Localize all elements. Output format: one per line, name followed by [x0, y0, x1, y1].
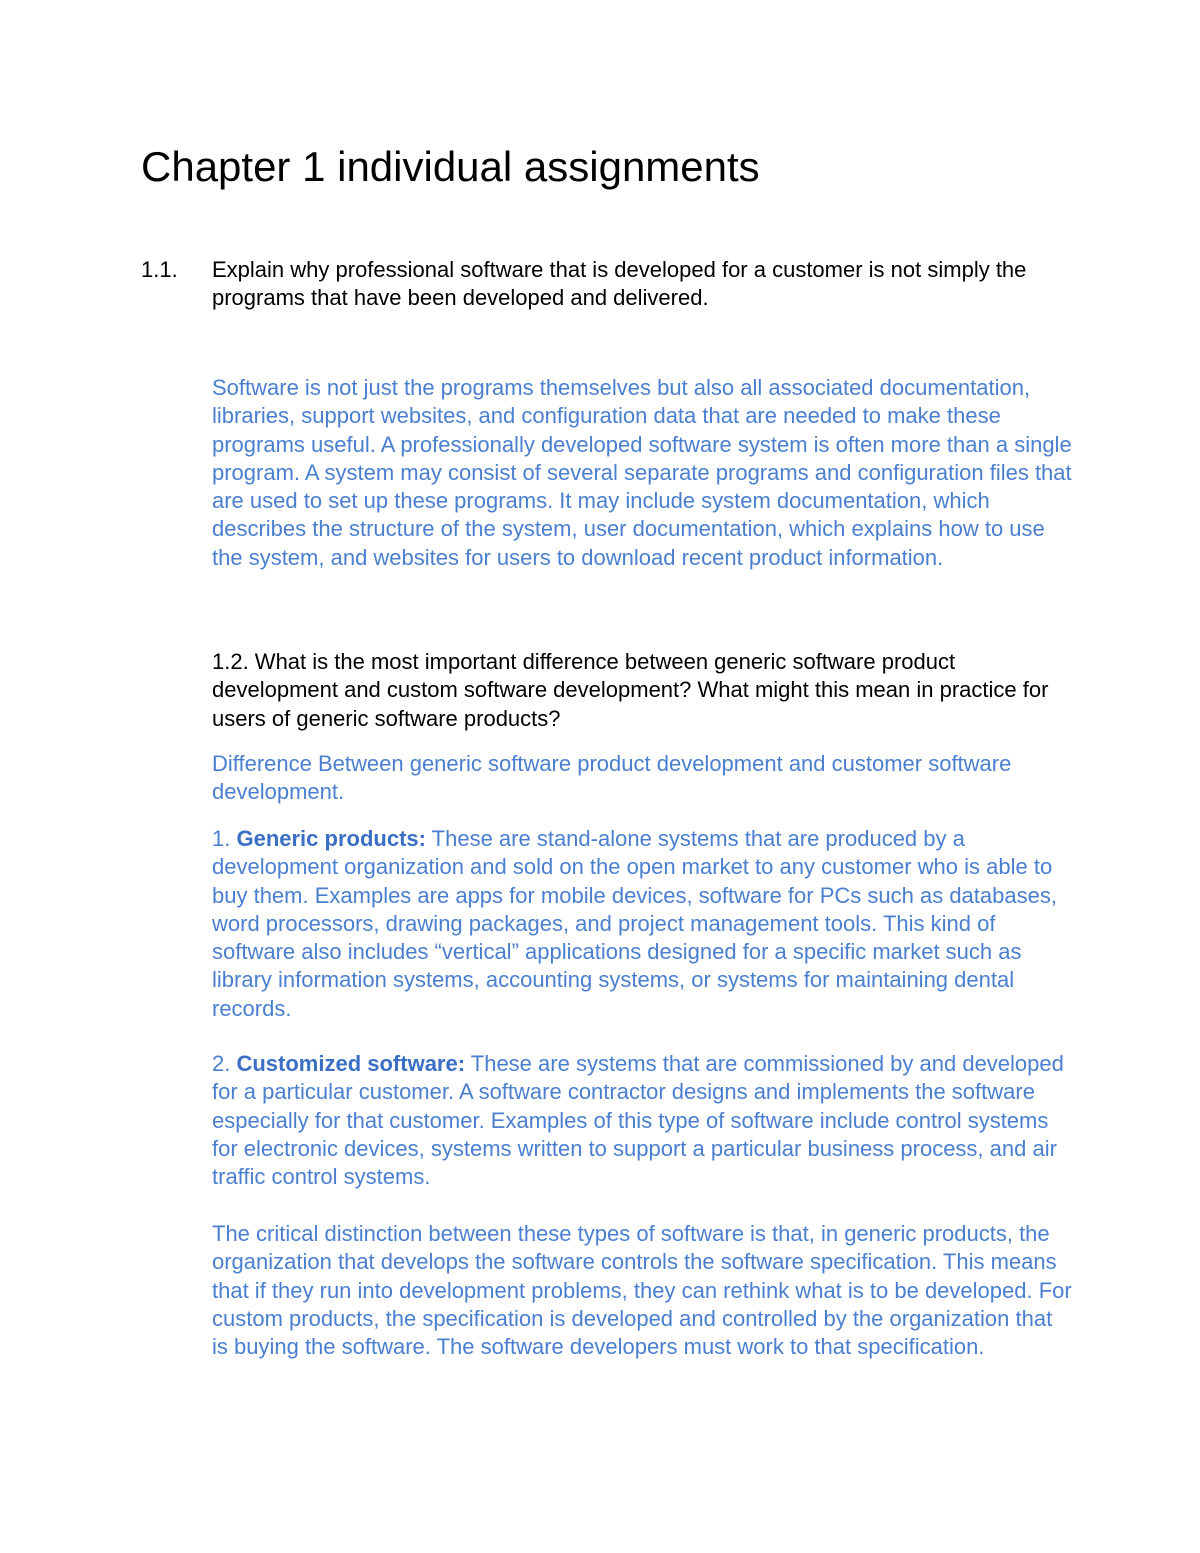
question-1-text: Explain why professional software that is developed for a customer is not simply the programs that have been developed and delivered. [212, 257, 1027, 311]
customized-software-text: These are systems that are commissioned by and developed for a particular customer. A software contractor designs and implements the software especially for that customer. Examples of this type of software include control systems for electronic devices, systems written to support a particular business process, and air traffic control systems. [212, 1051, 1064, 1190]
question-2-text: 1.2. What is the most important difference between generic software product development and custom software development? What might this mean in practice for users of generic software products? [212, 649, 1049, 731]
answer-2-intro: Difference Between generic software product development and customer software development. [212, 751, 1012, 805]
question-1-number: 1.1. [141, 257, 178, 282]
answer-2-customized-software [212, 1050, 1072, 1191]
generic-products-text: These are stand-alone systems that are produced by a development organization and sold on the open market to any customer who is able to buy them. Examples are apps for mobile devices, software for PCs such as databases, word processors, drawing packages, and project management tools. This kind of software also includes “vertical” applications designed for a specific market such as library information systems, accounting systems, or systems for maintaining dental records. [212, 826, 1057, 1021]
generic-products-number: 1. [212, 826, 237, 851]
generic-products-label: Generic products: [236, 826, 426, 851]
customized-software-number: 2. [212, 1051, 237, 1076]
answer-2-generic-products [212, 825, 1072, 1023]
answer-2-critical-distinction: The critical distinction between these types of software is that, in generic products, the organization that develops the software controls the software specification. This means that if they run into development problems, they can rethink what is to be developed. For custom products, the specification is developed and controlled by the organization that is buying the software. The software developers must work to that specification. [212, 1221, 1072, 1360]
answer-1-text: Software is not just the programs themselves but also all associated documentation, libraries, support websites, and configuration data that are needed to make these programs useful. A professionally developed software system is often more than a single program. A system may consist of several separate programs and configuration files that are used to set up these programs. It may include system documentation, which describes the structure of the system, user documentation, which explains how to use the system, and websites for users to download recent product information. [212, 375, 1072, 570]
page-title: Chapter 1 individual assignments [141, 143, 760, 190]
customized-software-label: Customized software: [236, 1051, 466, 1076]
